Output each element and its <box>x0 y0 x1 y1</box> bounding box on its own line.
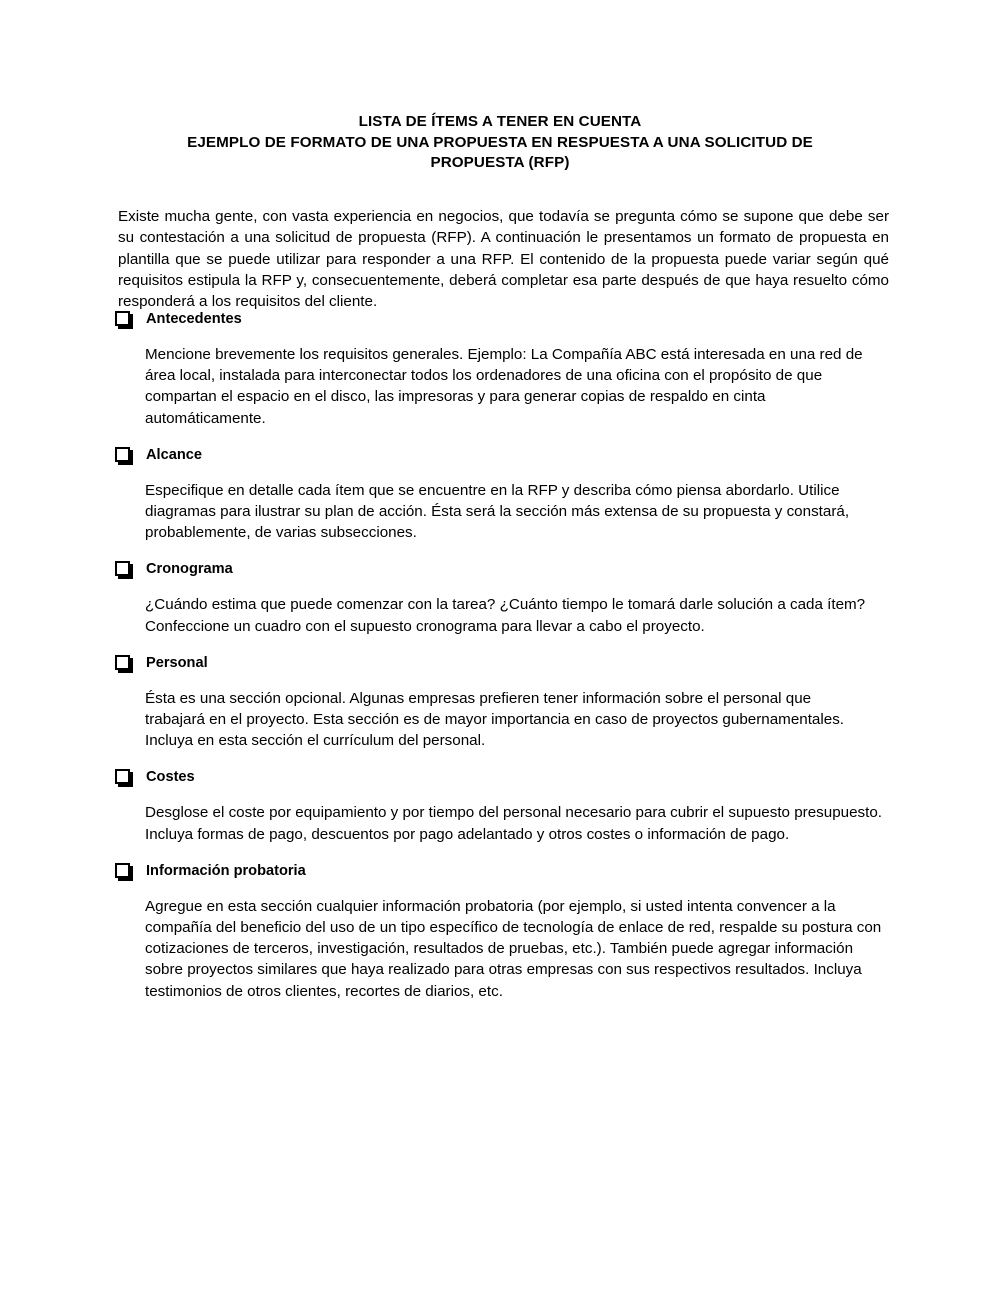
title-line-1: LISTA DE ÍTEMS A TENER EN CUENTA <box>358 113 642 130</box>
section-body-text: ¿Cuándo estima que puede comenzar con la tarea? ¿Cuánto tiempo le tomará darle solución a cada ítem? Confeccione un cuadro con el supuesto cronograma para llevar a cabo el proyecto. <box>145 596 866 635</box>
section-antecedentes <box>0 308 1000 429</box>
section-heading <box>0 766 1000 790</box>
section-heading <box>0 308 1000 332</box>
section-heading <box>0 652 1000 676</box>
checkbox-square-icon <box>115 311 130 326</box>
intro-paragraph: Existe mucha gente, con vasta experiencia en negocios, que todavía se pregunta cómo se supone que debe ser su contestación a una solicitud de propuesta (RFP). A continuación le presentamos un formato de propuesta en plantilla que se puede utilizar para responder a una RFP. El contenido de la propuesta puede variar según qué requisitos estipula la RFP y, consecuentemente, deberá completar esa parte después de que haya resuelto cómo responderá a los requisitos del cliente. <box>118 208 889 310</box>
document-title <box>110 112 890 174</box>
section-heading-label: Información probatoria <box>146 862 306 879</box>
section-personal <box>0 652 1000 752</box>
section-cronograma <box>0 558 1000 636</box>
section-heading-label: Cronograma <box>146 561 233 578</box>
section-heading-label: Personal <box>146 654 208 671</box>
section-body-text: Agregue en esta sección cualquier información probatoria (por ejemplo, si usted intenta convencer a la compañía del beneficio del uso de un tipo específico de tecnología de enlace de red, respalde su postura con cotizaciones de terceros, investigación, resultados de pruebas, etc.). También puede agregar información sobre proyectos similares que haya realizado para otras empresas con sus respectivos resultados. Incluya testimonios de otros clientes, recortes de diarios, etc. <box>145 897 882 1000</box>
section-heading <box>0 860 1000 884</box>
section-informacion-probatoria <box>0 860 1000 1002</box>
checkbox-square-icon <box>115 447 130 462</box>
section-costes <box>0 766 1000 844</box>
section-heading-label: Antecedentes <box>146 311 242 327</box>
checkbox-square-icon <box>115 769 130 784</box>
section-list <box>0 308 1000 1017</box>
section-heading <box>0 558 1000 582</box>
checkbox-square-icon <box>115 655 130 670</box>
section-heading-label: Alcance <box>146 446 202 463</box>
checkbox-square-icon <box>115 561 130 576</box>
title-line-3: PROPUESTA (RFP) <box>430 154 570 171</box>
section-heading <box>0 444 1000 468</box>
section-body-text: Desglose el coste por equipamiento y por tiempo del personal necesario para cubrir el supuesto presupuesto. Incluya formas de pago, descuentos por pago adelantado y otros costes o información de pago. <box>145 804 883 843</box>
checkbox-square-icon <box>115 863 130 878</box>
section-alcance <box>0 444 1000 544</box>
section-body-text: Especifique en detalle cada ítem que se encuentre en la RFP y describa cómo piensa abordarlo. Utilice diagramas para ilustrar su plan de acción. Ésta será la sección más extensa de su propuesta y constará, probablemente, de varias subsecciones. <box>145 481 850 542</box>
title-line-2: EJEMPLO DE FORMATO DE UNA PROPUESTA EN RESPUESTA A UNA SOLICITUD DE <box>187 133 813 151</box>
section-body-text: Ésta es una sección opcional. Algunas empresas prefieren tener información sobre el personal que trabajará en el proyecto. Esta sección es de mayor importancia en caso de proyectos gubernamentales. Incluya en esta sección el currículum del personal. <box>145 689 845 750</box>
section-heading-label: Costes <box>146 769 195 786</box>
section-body-text: Mencione brevemente los requisitos generales. Ejemplo: La Compañía ABC está interesada en una red de área local, instalada para interconectar todos los ordenadores de una oficina con el propósito de que compartan el espacio en el disco, las impresoras y para generar copias de respaldo en cinta automáticamente. <box>145 346 863 427</box>
